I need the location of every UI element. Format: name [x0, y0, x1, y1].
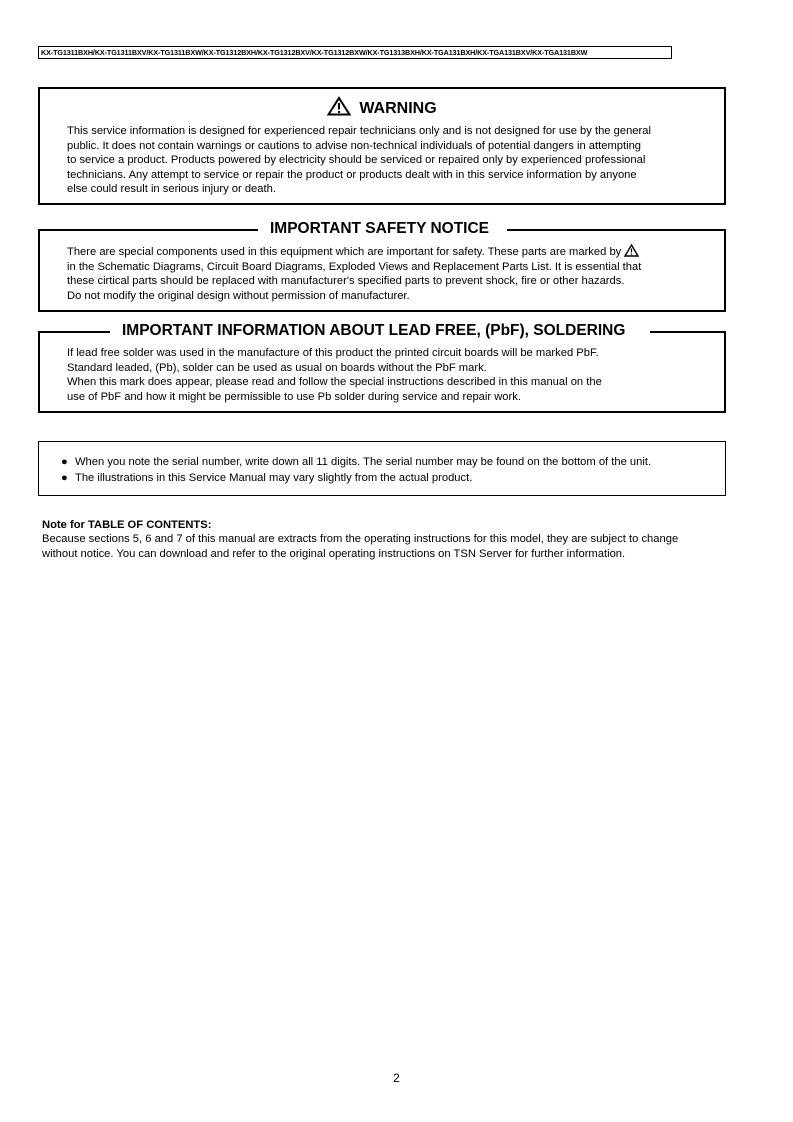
safety-line: Do not modify the original design without permission of manufacturer. — [67, 289, 410, 302]
page-number: 2 — [393, 1071, 400, 1085]
notes-box — [38, 441, 726, 496]
warning-title — [40, 96, 724, 119]
heading-rule-left — [38, 229, 258, 231]
heading-rule-left — [38, 331, 110, 333]
lead-free-text — [67, 346, 707, 404]
lead-free-line: If lead free solder was used in the manufacture of this product the printed circuit boards will be marked PbF. — [67, 347, 599, 359]
lead-free-box — [38, 322, 726, 413]
warning-triangle-icon — [624, 244, 639, 257]
list-item — [61, 470, 651, 486]
heading-rule-right — [507, 229, 726, 231]
bullet-icon: ● — [61, 472, 68, 484]
model-number-header: KX-TG1311BXH/KX-TG1311BXV/KX-TG1311BXW/KX-TG1312BXH/KX-TG1312BXV/KX-TG1312BXW/KX-TG1313BXH/KX-TGA131BXH/KX-TGA131BXV/KX-TGA131BXW — [38, 46, 672, 59]
lead-free-line: Standard leaded, (Pb), solder can be used as usual on boards without the PbF mark. — [67, 361, 487, 374]
lead-free-title: IMPORTANT INFORMATION ABOUT LEAD FREE, (PbF), SOLDERING — [122, 322, 626, 339]
note-text: The illustrations in this Service Manual may vary slightly from the actual product. — [75, 472, 473, 484]
note-text: When you note the serial number, write down all 11 digits. The serial number may be found on the bottom of the unit. — [75, 456, 652, 468]
warning-line: technicians. Any attempt to service or repair the product or products dealt with in this service information by anyone — [67, 168, 637, 181]
warning-line: This service information is designed for experienced repair technicians only and is not designed for use by the general — [67, 125, 651, 137]
warning-line: public. It does not contain warnings or cautions to advise non-technical individuals of potential dangers in attempting — [67, 139, 642, 152]
warning-text — [67, 124, 707, 197]
safety-notice-text — [67, 244, 707, 303]
toc-note-text — [42, 532, 732, 561]
safety-line: There are special components used in this equipment which are important for safety. These parts are marked by — [67, 246, 622, 258]
toc-note-title: Note for TABLE OF CONTENTS: — [42, 519, 212, 531]
notes-list — [61, 454, 651, 486]
warning-box — [38, 87, 726, 205]
heading-rule-right — [650, 331, 726, 333]
safety-line: in the Schematic Diagrams, Circuit Board Diagrams, Exploded Views and Replacement Parts List. It is essential that — [67, 260, 642, 273]
bullet-icon: ● — [61, 456, 68, 468]
list-item — [61, 454, 651, 470]
warning-line: to service a product. Products powered by electricity should be serviced or repaired only by experienced professional — [67, 154, 646, 166]
warning-triangle-icon — [327, 96, 351, 116]
toc-line: Because sections 5, 6 and 7 of this manual are extracts from the operating instructions for this model, they are subject to change — [42, 533, 679, 545]
safety-line: these cirtical parts should be replaced with manufacturer's specified parts to prevent shock, fire or other hazards. — [67, 275, 625, 287]
safety-notice-box — [38, 220, 726, 312]
lead-free-line: When this mark does appear, please read and follow the special instructions described in this manual on the — [67, 376, 602, 388]
warning-line: else could result in serious injury or death. — [67, 183, 276, 195]
lead-free-line: use of PbF and how it might be permissible to use Pb solder during service and repair work. — [67, 390, 521, 403]
toc-line: without notice. You can download and refer to the original operating instructions on TSN Server for further information. — [42, 547, 626, 560]
safety-notice-title: IMPORTANT SAFETY NOTICE — [270, 220, 490, 237]
warning-title-text: WARNING — [359, 100, 437, 117]
